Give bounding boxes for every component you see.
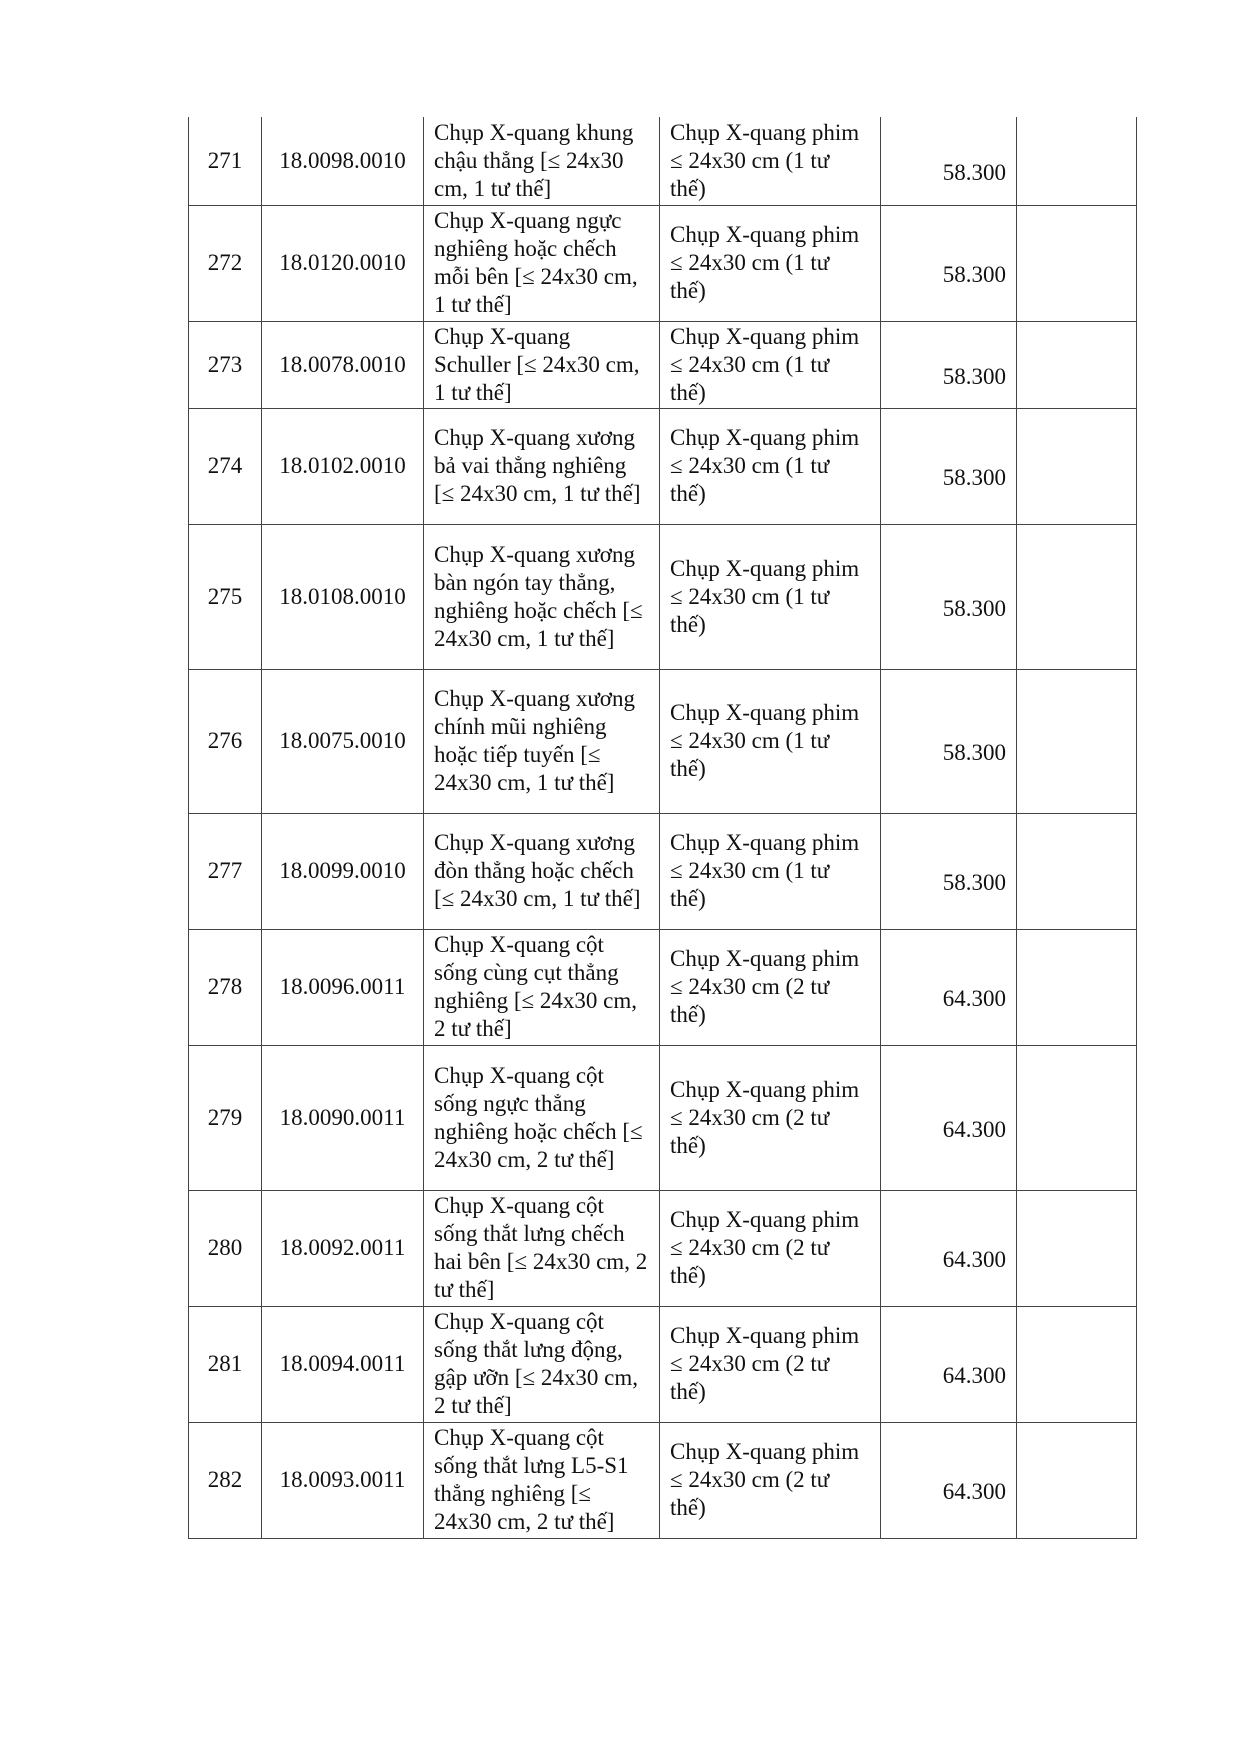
price-cell (881, 1306, 1017, 1422)
price-cell (881, 813, 1017, 929)
price-group: Chụp X-quang phim ≤ 24x30 cm (1 tư thế) (660, 524, 881, 669)
price-group: Chụp X-quang phim ≤ 24x30 cm (2 tư thế) (660, 1306, 881, 1422)
note-cell (1017, 205, 1137, 321)
price-value: 64.300 (942, 1116, 1006, 1142)
row-number: 271 (189, 117, 262, 205)
price-group: Chụp X-quang phim ≤ 24x30 cm (2 tư thế) (660, 1045, 881, 1190)
row-number: 276 (189, 669, 262, 813)
service-name: Chụp X-quang cột sống thắt lưng động, gập ưỡn [≤ 24x30 cm, 2 tư thế] (424, 1306, 660, 1422)
price-cell (881, 1045, 1017, 1190)
row-number: 272 (189, 205, 262, 321)
service-name: Chụp X-quang xương đòn thẳng hoặc chếch [≤ 24x30 cm, 1 tư thế] (424, 813, 660, 929)
table-row (189, 1190, 1137, 1306)
price-cell (881, 1190, 1017, 1306)
table-row (189, 1422, 1137, 1538)
price-value: 58.300 (942, 262, 1006, 287)
service-code: 18.0078.0010 (262, 321, 424, 408)
service-name: Chụp X-quang cột sống thắt lưng chếch hai bên [≤ 24x30 cm, 2 tư thế] (424, 1190, 660, 1306)
table-row (189, 813, 1137, 929)
service-code: 18.0120.0010 (262, 205, 424, 321)
row-number: 278 (189, 929, 262, 1045)
service-name: Chụp X-quang xương bàn ngón tay thẳng, nghiêng hoặc chếch [≤ 24x30 cm, 1 tư thế] (424, 524, 660, 669)
table-row (189, 117, 1137, 205)
price-group: Chụp X-quang phim ≤ 24x30 cm (2 tư thế) (660, 1422, 881, 1538)
price-value: 64.300 (942, 986, 1006, 1011)
price-group: Chụp X-quang phim ≤ 24x30 cm (2 tư thế) (660, 1190, 881, 1306)
service-name: Chụp X-quang ngực nghiêng hoặc chếch mỗi bên [≤ 24x30 cm, 1 tư thế] (424, 205, 660, 321)
table-row (189, 205, 1137, 321)
price-value: 58.300 (942, 159, 1006, 185)
price-value: 58.300 (942, 595, 1006, 621)
price-value: 58.300 (942, 465, 1006, 490)
service-code: 18.0094.0011 (262, 1306, 424, 1422)
price-cell (881, 929, 1017, 1045)
price-cell (881, 408, 1017, 524)
note-cell (1017, 117, 1137, 205)
table-row (189, 321, 1137, 408)
row-number: 281 (189, 1306, 262, 1422)
row-number: 279 (189, 1045, 262, 1190)
price-value: 58.300 (942, 740, 1006, 765)
note-cell (1017, 1045, 1137, 1190)
note-cell (1017, 929, 1137, 1045)
note-cell (1017, 1190, 1137, 1306)
service-code: 18.0099.0010 (262, 813, 424, 929)
row-number: 277 (189, 813, 262, 929)
price-value: 58.300 (942, 870, 1006, 895)
price-group: Chụp X-quang phim ≤ 24x30 cm (2 tư thế) (660, 929, 881, 1045)
price-cell (881, 1422, 1017, 1538)
note-cell (1017, 524, 1137, 669)
row-number: 275 (189, 524, 262, 669)
price-value: 58.300 (942, 363, 1006, 389)
price-cell (881, 669, 1017, 813)
price-cell (881, 524, 1017, 669)
price-cell (881, 205, 1017, 321)
note-cell (1017, 813, 1137, 929)
price-cell (881, 117, 1017, 205)
service-name: Chụp X-quang cột sống ngực thẳng nghiêng hoặc chếch [≤ 24x30 cm, 2 tư thế] (424, 1045, 660, 1190)
service-name: Chụp X-quang cột sống cùng cụt thẳng nghiêng [≤ 24x30 cm, 2 tư thế] (424, 929, 660, 1045)
price-cell (881, 321, 1017, 408)
table-row (189, 524, 1137, 669)
service-code: 18.0096.0011 (262, 929, 424, 1045)
service-name: Chụp X-quang xương bả vai thẳng nghiêng [≤ 24x30 cm, 1 tư thế] (424, 408, 660, 524)
service-name: Chụp X-quang xương chính mũi nghiêng hoặc tiếp tuyến [≤ 24x30 cm, 1 tư thế] (424, 669, 660, 813)
price-value: 64.300 (942, 1247, 1006, 1272)
row-number: 273 (189, 321, 262, 408)
note-cell (1017, 321, 1137, 408)
table-row (189, 929, 1137, 1045)
service-code: 18.0093.0011 (262, 1422, 424, 1538)
service-name: Chụp X-quang cột sống thắt lưng L5-S1 thẳng nghiêng [≤ 24x30 cm, 2 tư thế] (424, 1422, 660, 1538)
price-group: Chụp X-quang phim ≤ 24x30 cm (1 tư thế) (660, 408, 881, 524)
service-code: 18.0108.0010 (262, 524, 424, 669)
service-code: 18.0090.0011 (262, 1045, 424, 1190)
service-code: 18.0102.0010 (262, 408, 424, 524)
service-name: Chụp X-quang khung chậu thẳng [≤ 24x30 cm, 1 tư thế] (424, 117, 660, 205)
price-table (188, 117, 1137, 1539)
row-number: 274 (189, 408, 262, 524)
price-group: Chụp X-quang phim ≤ 24x30 cm (1 tư thế) (660, 321, 881, 408)
note-cell (1017, 1306, 1137, 1422)
price-group: Chụp X-quang phim ≤ 24x30 cm (1 tư thế) (660, 669, 881, 813)
table-row (189, 669, 1137, 813)
service-code: 18.0075.0010 (262, 669, 424, 813)
price-value: 64.300 (942, 1363, 1006, 1388)
table-row (189, 1306, 1137, 1422)
note-cell (1017, 669, 1137, 813)
table-row (189, 1045, 1137, 1190)
row-number: 282 (189, 1422, 262, 1538)
service-code: 18.0092.0011 (262, 1190, 424, 1306)
note-cell (1017, 1422, 1137, 1538)
service-code: 18.0098.0010 (262, 117, 424, 205)
price-group: Chụp X-quang phim ≤ 24x30 cm (1 tư thế) (660, 117, 881, 205)
price-group: Chụp X-quang phim ≤ 24x30 cm (1 tư thế) (660, 813, 881, 929)
note-cell (1017, 408, 1137, 524)
row-number: 280 (189, 1190, 262, 1306)
service-name: Chụp X-quang Schuller [≤ 24x30 cm, 1 tư thế] (424, 321, 660, 408)
price-group: Chụp X-quang phim ≤ 24x30 cm (1 tư thế) (660, 205, 881, 321)
table-row (189, 408, 1137, 524)
price-value: 64.300 (942, 1479, 1006, 1504)
